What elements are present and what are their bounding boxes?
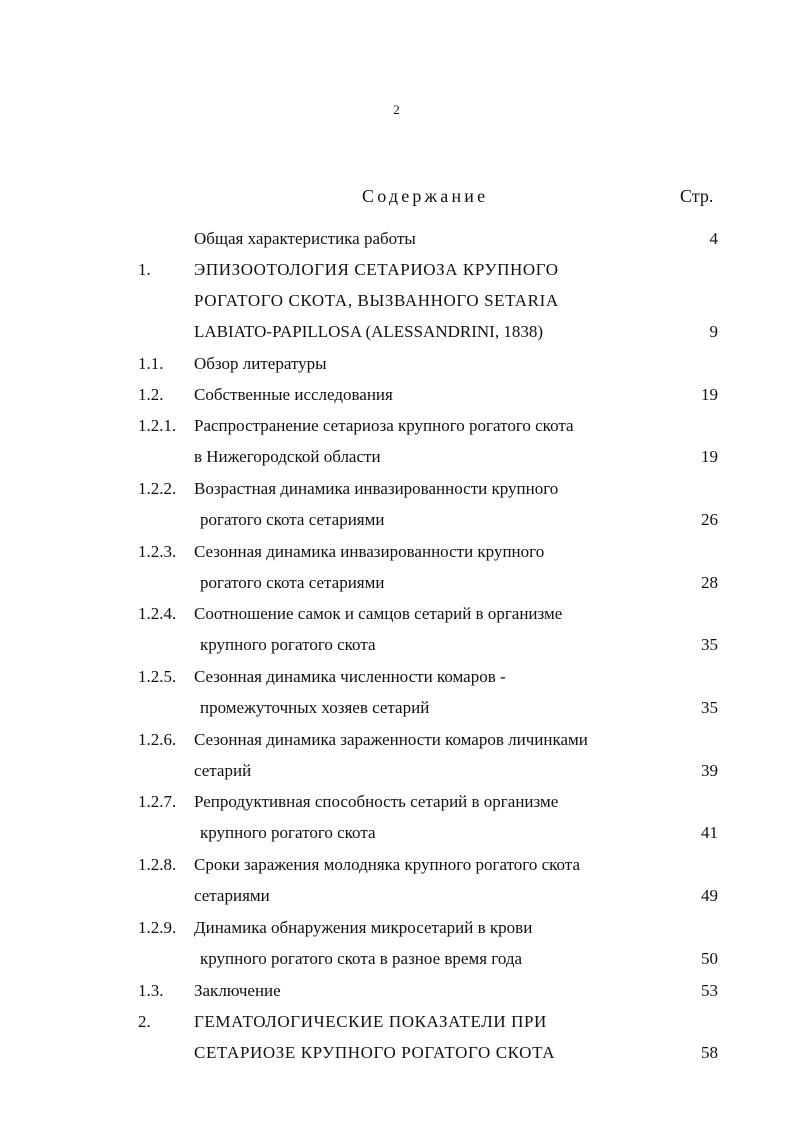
section-number: 2. <box>138 1012 151 1031</box>
section-title: сетариями <box>194 886 270 905</box>
section-page: 26 <box>701 510 718 529</box>
section-page: 50 <box>701 949 718 968</box>
section-page: 19 <box>701 447 718 466</box>
toc-line <box>0 477 793 501</box>
section-title: в Нижегородской области <box>194 447 381 466</box>
section-page: 19 <box>701 385 718 404</box>
toc-line <box>0 853 793 877</box>
section-number: 1.2.4. <box>138 604 177 623</box>
toc-line <box>0 414 793 438</box>
toc-line <box>0 916 793 940</box>
page-number: 2 <box>393 102 400 117</box>
toc-line <box>0 1041 793 1065</box>
section-title: Возрастная динамика инвазированности крупного <box>194 479 559 498</box>
section-title: Распространение сетариоза крупного рогатого скота <box>194 416 574 435</box>
section-title: Репродуктивная способность сетарий в организме <box>194 792 559 811</box>
section-page: 41 <box>701 823 718 842</box>
toc-line <box>0 602 793 626</box>
section-title: Сроки заражения молодняка крупного рогатого скота <box>194 855 580 874</box>
section-title: СЕТАРИОЗЕ КРУПНОГО РОГАТОГО СКОТА <box>194 1043 556 1062</box>
section-number: 1.2.8. <box>138 855 177 874</box>
section-title: РОГАТОГО СКОТА, ВЫЗВАННОГО SETARIA <box>194 291 559 310</box>
toc-line <box>0 508 793 532</box>
section-title: LABIATO-PAPILLOSA (ALESSANDRINI, 1838) <box>194 322 543 341</box>
section-title: Соотношение самок и самцов сетарий в организме <box>194 604 563 623</box>
section-title: сетарий <box>194 761 252 780</box>
toc-line <box>0 383 793 407</box>
section-title: Общая характеристика работы <box>194 229 416 248</box>
section-title: Сезонная динамика численности комаров - <box>194 667 506 686</box>
section-number: 1.2.1. <box>138 416 177 435</box>
toc-line <box>0 790 793 814</box>
section-number: 1. <box>138 260 151 279</box>
page-column-label: Стр. <box>680 186 714 206</box>
section-page: 28 <box>701 573 718 592</box>
section-page: 4 <box>709 229 718 248</box>
toc-line <box>0 633 793 657</box>
section-title: крупного рогатого скота <box>200 823 376 842</box>
section-page: 53 <box>701 981 718 1000</box>
toc-line <box>0 821 793 845</box>
section-title: рогатого скота сетариями <box>200 573 385 592</box>
section-page: 35 <box>701 698 718 717</box>
toc-line <box>0 696 793 720</box>
section-number: 1.2.3. <box>138 542 177 561</box>
section-number: 1.3. <box>138 981 164 1000</box>
toc-line <box>0 1010 793 1034</box>
section-title: Динамика обнаружения микросетарий в крови <box>194 918 533 937</box>
toc-line <box>0 884 793 908</box>
toc-line <box>0 665 793 689</box>
toc-line <box>0 759 793 783</box>
section-title: Сезонная динамика зараженности комаров личинками <box>194 730 588 749</box>
section-page: 49 <box>701 886 718 905</box>
toc-line <box>0 979 793 1003</box>
toc-heading: Содержание <box>362 186 489 206</box>
toc-line <box>0 227 793 251</box>
section-title: рогатого скота сетариями <box>200 510 385 529</box>
section-number: 1.2.9. <box>138 918 177 937</box>
section-title: ЭПИЗООТОЛОГИЯ СЕТАРИОЗА КРУПНОГО <box>194 260 559 279</box>
section-title: Собственные исследования <box>194 385 393 404</box>
section-title: крупного рогатого скота <box>200 635 376 654</box>
section-title: Сезонная динамика инвазированности крупного <box>194 542 545 561</box>
toc-line <box>0 258 793 282</box>
toc-line <box>0 947 793 971</box>
toc-line <box>0 571 793 595</box>
section-number: 1.2.2. <box>138 479 177 498</box>
section-number: 1.1. <box>138 354 164 373</box>
section-number: 1.2.5. <box>138 667 177 686</box>
section-title: Обзор литературы <box>194 354 327 373</box>
section-number: 1.2.7. <box>138 792 177 811</box>
section-page: 39 <box>701 761 718 780</box>
section-page: 58 <box>701 1043 718 1062</box>
section-title: ГЕМАТОЛОГИЧЕСКИЕ ПОКАЗАТЕЛИ ПРИ <box>194 1012 547 1031</box>
section-title: Заключение <box>194 981 281 1000</box>
section-title: промежуточных хозяев сетарий <box>200 698 430 717</box>
toc-line <box>0 352 793 376</box>
section-number: 1.2. <box>138 385 164 404</box>
toc-line <box>0 320 793 344</box>
section-number: 1.2.6. <box>138 730 177 749</box>
toc-line <box>0 540 793 564</box>
section-page: 35 <box>701 635 718 654</box>
toc-line <box>0 289 793 313</box>
toc-line <box>0 445 793 469</box>
section-page: 9 <box>709 322 718 341</box>
section-title: крупного рогатого скота в разное время года <box>200 949 523 968</box>
toc-line <box>0 728 793 752</box>
